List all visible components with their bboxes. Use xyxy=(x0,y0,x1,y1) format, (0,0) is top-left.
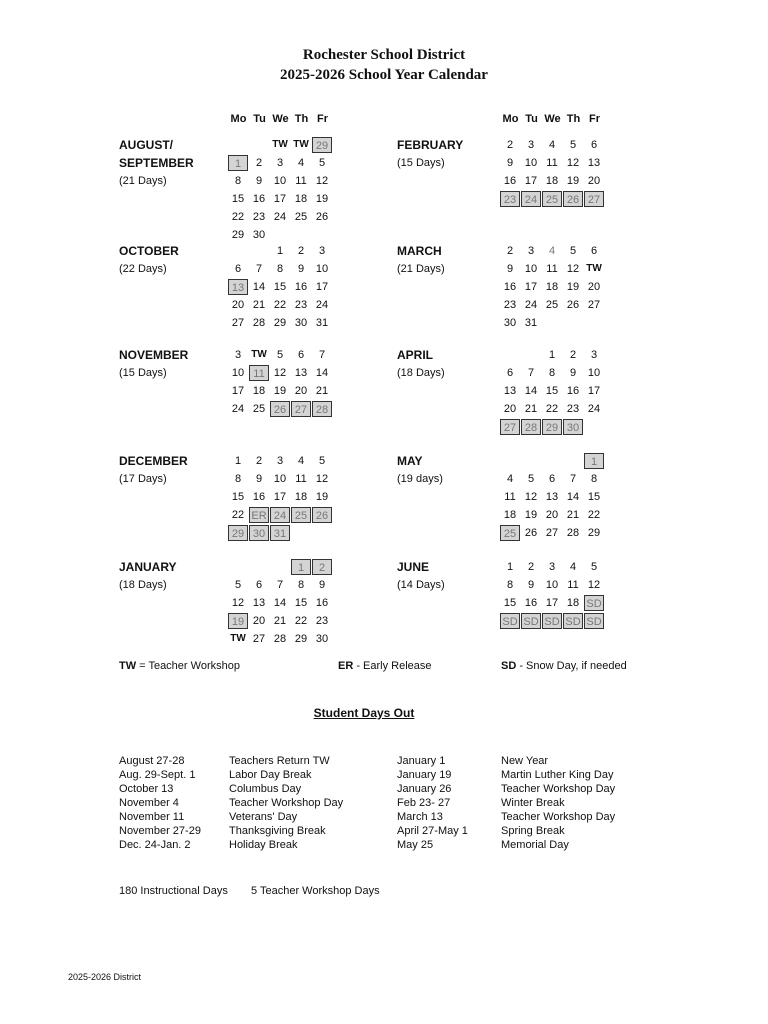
calendar-day: SD xyxy=(521,613,541,629)
calendar-day: 5 xyxy=(569,139,577,151)
calendar-day: 2 xyxy=(506,245,514,257)
calendar-day: 21 xyxy=(566,509,580,521)
calendar-day: 31 xyxy=(270,525,290,541)
calendar-day: 24 xyxy=(231,403,245,415)
calendar-day: 15 xyxy=(587,491,601,503)
calendar-day: 6 xyxy=(590,139,598,151)
month-days-count: (19 days) xyxy=(397,473,443,485)
calendar-day: 6 xyxy=(297,349,305,361)
calendar-day: ER xyxy=(249,507,269,523)
calendar-day: 10 xyxy=(273,473,287,485)
calendar-day: 12 xyxy=(566,263,580,275)
calendar-day: 30 xyxy=(294,317,308,329)
calendar-day: 22 xyxy=(294,615,308,627)
calendar-day: 21 xyxy=(315,385,329,397)
calendar-day: 9 xyxy=(527,579,535,591)
calendar-day: 9 xyxy=(297,263,305,275)
calendar-day: 2 xyxy=(569,349,577,361)
days-out-event: Labor Day Break xyxy=(229,769,312,781)
calendar-day: 14 xyxy=(524,385,538,397)
calendar-day: 20 xyxy=(252,615,266,627)
calendar-day: 23 xyxy=(315,615,329,627)
calendar-day: 16 xyxy=(503,281,517,293)
calendar-day: 1 xyxy=(291,559,311,575)
weekday-we: We xyxy=(544,113,561,125)
calendar-day: 12 xyxy=(315,175,329,187)
calendar-day: 11 xyxy=(546,157,558,169)
calendar-day: 25 xyxy=(252,403,266,415)
calendar-day: 29 xyxy=(542,419,562,435)
calendar-day: 9 xyxy=(569,367,577,379)
legend-teacher-workshop: TW = Teacher Workshop xyxy=(119,660,240,672)
calendar-day: 28 xyxy=(521,419,541,435)
calendar-day: 8 xyxy=(276,263,284,275)
calendar-day: 13 xyxy=(294,367,308,379)
calendar-day: 28 xyxy=(312,401,332,417)
calendar-day: 5 xyxy=(276,349,284,361)
calendar-day: 15 xyxy=(503,597,517,609)
calendar-day: 18 xyxy=(545,175,559,187)
calendar-day: 14 xyxy=(315,367,329,379)
month-days-count: (17 Days) xyxy=(119,473,167,485)
calendar-day: 1 xyxy=(234,455,242,467)
calendar-day: 10 xyxy=(231,367,245,379)
calendar-day: 25 xyxy=(291,507,311,523)
calendar-day: 10 xyxy=(545,579,559,591)
days-out-event: Thanksgiving Break xyxy=(229,825,326,837)
month-name: AUGUST/ xyxy=(119,138,173,152)
calendar-day: 12 xyxy=(566,157,580,169)
weekday-fr: Fr xyxy=(317,113,328,125)
calendar-day: 26 xyxy=(270,401,290,417)
calendar-day: 7 xyxy=(318,349,326,361)
calendar-day: 11 xyxy=(249,365,269,381)
calendar-day: 8 xyxy=(297,579,305,591)
calendar-day: 15 xyxy=(231,193,245,205)
calendar-day: 26 xyxy=(566,299,580,311)
calendar-day: 5 xyxy=(234,579,242,591)
days-out-date: January 26 xyxy=(397,783,452,795)
calendar-day: 16 xyxy=(566,385,580,397)
days-out-event: Teachers Return TW xyxy=(229,755,330,767)
instructional-days-count: 180 Instructional Days xyxy=(119,885,228,897)
month-days-count: (15 Days) xyxy=(119,367,167,379)
calendar-day: 4 xyxy=(506,473,514,485)
calendar-day: 18 xyxy=(566,597,580,609)
calendar-day: 5 xyxy=(318,157,326,169)
calendar-title-year: 2025-2026 School Year Calendar xyxy=(280,67,488,83)
calendar-day: 25 xyxy=(545,299,559,311)
calendar-day: 20 xyxy=(587,281,601,293)
calendar-day: 12 xyxy=(231,597,245,609)
calendar-day: 6 xyxy=(234,263,242,275)
calendar-day: SD xyxy=(584,595,604,611)
calendar-day: SD xyxy=(584,613,604,629)
calendar-day: 10 xyxy=(273,175,287,187)
days-out-event: Spring Break xyxy=(501,825,565,837)
calendar-day: 6 xyxy=(590,245,598,257)
calendar-day: 27 xyxy=(252,633,266,645)
calendar-day: 27 xyxy=(231,317,245,329)
calendar-day: 31 xyxy=(524,317,538,329)
calendar-day: 29 xyxy=(587,527,601,539)
calendar-day: 9 xyxy=(318,579,326,591)
days-out-date: Feb 23- 27 xyxy=(397,797,451,809)
calendar-day: 24 xyxy=(270,507,290,523)
days-out-date: August 27-28 xyxy=(119,755,185,767)
calendar-day: 7 xyxy=(255,263,263,275)
calendar-day: 6 xyxy=(506,367,514,379)
calendar-day: SD xyxy=(563,613,583,629)
calendar-day: 20 xyxy=(231,299,245,311)
month-name: APRIL xyxy=(397,348,433,362)
calendar-day: 13 xyxy=(587,157,601,169)
calendar-day: 21 xyxy=(252,299,266,311)
calendar-day: 17 xyxy=(524,175,538,187)
calendar-day: 26 xyxy=(312,507,332,523)
calendar-day: 20 xyxy=(503,403,517,415)
calendar-day: 17 xyxy=(273,491,287,503)
calendar-day: 24 xyxy=(524,299,538,311)
calendar-day: 10 xyxy=(315,263,329,275)
calendar-day: 19 xyxy=(566,281,580,293)
calendar-day: 29 xyxy=(228,525,248,541)
weekday-th: Th xyxy=(566,113,581,125)
days-out-date: November 11 xyxy=(119,811,185,823)
calendar-day: 26 xyxy=(563,191,583,207)
month-name: FEBRUARY xyxy=(397,138,464,152)
calendar-day: 20 xyxy=(587,175,601,187)
calendar-day: 11 xyxy=(295,473,307,485)
calendar-day: 3 xyxy=(527,245,535,257)
calendar-day: 16 xyxy=(294,281,308,293)
calendar-day: 2 xyxy=(527,561,535,573)
calendar-day: 29 xyxy=(231,229,245,241)
calendar-day: 17 xyxy=(273,193,287,205)
calendar-day: TW xyxy=(251,349,267,360)
calendar-day: 13 xyxy=(503,385,517,397)
month-days-count: (18 Days) xyxy=(119,579,167,591)
month-days-count: (21 Days) xyxy=(119,175,167,187)
calendar-day: 16 xyxy=(315,597,329,609)
calendar-day: 21 xyxy=(524,403,538,415)
calendar-day: 3 xyxy=(276,157,284,169)
days-out-date: January 19 xyxy=(397,769,452,781)
calendar-day: 11 xyxy=(546,263,558,275)
calendar-day: 28 xyxy=(273,633,287,645)
calendar-day: 1 xyxy=(548,349,556,361)
calendar-day: 29 xyxy=(273,317,287,329)
calendar-day: 2 xyxy=(255,455,263,467)
calendar-day: 29 xyxy=(312,137,332,153)
days-out-event: Winter Break xyxy=(501,797,565,809)
calendar-day: 23 xyxy=(252,211,266,223)
days-out-date: November 4 xyxy=(119,797,179,809)
calendar-day: 14 xyxy=(252,281,266,293)
calendar-day: 27 xyxy=(500,419,520,435)
calendar-day: 17 xyxy=(545,597,559,609)
calendar-day: 19 xyxy=(566,175,580,187)
calendar-day: 27 xyxy=(545,527,559,539)
calendar-day: 9 xyxy=(255,473,263,485)
days-out-event: Holiday Break xyxy=(229,839,298,851)
weekday-mo: Mo xyxy=(502,113,519,125)
calendar-day: 12 xyxy=(273,367,287,379)
days-out-date: Dec. 24-Jan. 2 xyxy=(119,839,191,851)
calendar-day: 27 xyxy=(291,401,311,417)
calendar-day: 15 xyxy=(545,385,559,397)
calendar-day: 18 xyxy=(294,491,308,503)
calendar-day: 22 xyxy=(587,509,601,521)
calendar-day: 18 xyxy=(294,193,308,205)
calendar-day: 9 xyxy=(506,263,514,275)
calendar-day: 16 xyxy=(252,491,266,503)
days-out-event: Veterans' Day xyxy=(229,811,298,823)
calendar-day: 9 xyxy=(255,175,263,187)
calendar-day: 18 xyxy=(252,385,266,397)
calendar-day: 5 xyxy=(590,561,598,573)
calendar-day: 10 xyxy=(524,263,538,275)
days-out-event: New Year xyxy=(501,755,549,767)
calendar-day: 11 xyxy=(504,491,516,503)
calendar-day: 5 xyxy=(527,473,535,485)
student-days-out-title: Student Days Out xyxy=(313,706,415,720)
month-days-count: (14 Days) xyxy=(397,579,445,591)
calendar-day: 4 xyxy=(548,245,556,257)
calendar-day: 3 xyxy=(276,455,284,467)
days-out-date: May 25 xyxy=(397,839,434,851)
calendar-day: 12 xyxy=(587,579,601,591)
calendar-day: 3 xyxy=(234,349,242,361)
calendar-day: 5 xyxy=(318,455,326,467)
calendar-day: 8 xyxy=(548,367,556,379)
calendar-day: 15 xyxy=(294,597,308,609)
days-out-right-dates xyxy=(397,754,468,852)
days-out-event: Columbus Day xyxy=(229,783,302,795)
calendar-day: 8 xyxy=(590,473,598,485)
calendar-day: 24 xyxy=(273,211,287,223)
calendar-day: 17 xyxy=(587,385,601,397)
calendar-day: 13 xyxy=(252,597,266,609)
calendar-day: 15 xyxy=(231,491,245,503)
days-out-left-events xyxy=(229,754,343,852)
days-out-date: April 27-May 1 xyxy=(397,825,468,837)
calendar-day: TW xyxy=(230,633,246,644)
days-out-left-dates xyxy=(119,754,201,852)
weekday-tu: Tu xyxy=(253,113,266,125)
calendar-day: 19 xyxy=(315,491,329,503)
days-out-event: Martin Luther King Day xyxy=(501,769,614,781)
calendar-day: 28 xyxy=(566,527,580,539)
weekday-header-right xyxy=(500,113,605,125)
calendar-day: 3 xyxy=(548,561,556,573)
month-name: MARCH xyxy=(397,244,442,258)
calendar-day: 4 xyxy=(297,455,305,467)
calendar-day: 11 xyxy=(567,579,579,591)
days-out-event: Memorial Day xyxy=(501,839,569,851)
days-out-right-events xyxy=(501,754,615,852)
calendar-day: 31 xyxy=(315,317,329,329)
days-out-event: Teacher Workshop Day xyxy=(501,811,616,823)
calendar-day: 17 xyxy=(231,385,245,397)
calendar-day: 3 xyxy=(318,245,326,257)
calendar-day: 17 xyxy=(524,281,538,293)
month-name: JUNE xyxy=(397,560,430,574)
calendar-day: 16 xyxy=(252,193,266,205)
calendar-day: 19 xyxy=(315,193,329,205)
calendar-day: 1 xyxy=(506,561,514,573)
calendar-day: 20 xyxy=(294,385,308,397)
calendar-day: 30 xyxy=(249,525,269,541)
month-days-count: (15 Days) xyxy=(397,157,445,169)
calendar-day: 7 xyxy=(569,473,577,485)
calendar-day: 30 xyxy=(252,229,266,241)
days-out-date: Aug. 29-Sept. 1 xyxy=(119,769,196,781)
calendar-day: 22 xyxy=(545,403,559,415)
calendar-day: 20 xyxy=(545,509,559,521)
calendar-day: 19 xyxy=(273,385,287,397)
days-out-event: Teacher Workshop Day xyxy=(229,797,344,809)
month-name: MAY xyxy=(397,454,423,468)
calendar-day: 10 xyxy=(587,367,601,379)
calendar-day: 21 xyxy=(273,615,287,627)
calendar-day: 18 xyxy=(545,281,559,293)
calendar-day: 1 xyxy=(276,245,284,257)
weekday-mo: Mo xyxy=(230,113,247,125)
calendar-title-district: Rochester School District xyxy=(302,47,466,63)
calendar-day: 24 xyxy=(315,299,329,311)
calendar-day: 11 xyxy=(295,175,307,187)
legend-snow-day: SD - Snow Day, if needed xyxy=(501,660,627,672)
calendar-day: 17 xyxy=(315,281,329,293)
days-out-date: March 13 xyxy=(397,811,443,823)
calendar-day: 28 xyxy=(252,317,266,329)
calendar-day: TW xyxy=(293,139,309,150)
calendar-day: 27 xyxy=(587,299,601,311)
month-days-count: (18 Days) xyxy=(397,367,445,379)
days-out-date: January 1 xyxy=(397,755,446,767)
calendar-day: 4 xyxy=(297,157,305,169)
calendar-day: 4 xyxy=(569,561,577,573)
calendar-day: 2 xyxy=(255,157,263,169)
month-name: OCTOBER xyxy=(119,244,179,258)
calendar-day: 14 xyxy=(273,597,287,609)
month-name: NOVEMBER xyxy=(119,348,189,362)
calendar-day: 25 xyxy=(294,211,308,223)
calendar-day: 16 xyxy=(524,597,538,609)
calendar-day: 7 xyxy=(527,367,535,379)
calendar-day: 10 xyxy=(524,157,538,169)
calendar-day: 25 xyxy=(542,191,562,207)
calendar-day: 9 xyxy=(506,157,514,169)
calendar-day: 30 xyxy=(503,317,517,329)
calendar-day: 7 xyxy=(276,579,284,591)
calendar-day: 30 xyxy=(315,633,329,645)
calendar-day: 18 xyxy=(503,509,517,521)
teacher-workshop-days-count: 5 Teacher Workshop Days xyxy=(251,885,380,897)
calendar-day: 1 xyxy=(228,155,248,171)
calendar-day: 16 xyxy=(503,175,517,187)
calendar-day: 14 xyxy=(566,491,580,503)
calendar-day: 24 xyxy=(587,403,601,415)
calendar-day: 27 xyxy=(584,191,604,207)
calendar-day: 13 xyxy=(545,491,559,503)
month-name: DECEMBER xyxy=(119,454,188,468)
calendar-day: 22 xyxy=(231,211,245,223)
calendar-day: TW xyxy=(272,139,288,150)
days-out-event: Teacher Workshop Day xyxy=(501,783,616,795)
calendar-day: 4 xyxy=(548,139,556,151)
legend-early-release: ER - Early Release xyxy=(338,660,432,672)
calendar-day: 26 xyxy=(524,527,538,539)
calendar-day: 3 xyxy=(527,139,535,151)
month-days-count: (22 Days) xyxy=(119,263,167,275)
calendar-day: 22 xyxy=(273,299,287,311)
days-out-date: October 13 xyxy=(119,783,174,795)
calendar-day: 3 xyxy=(590,349,598,361)
calendar-day: 12 xyxy=(315,473,329,485)
weekday-th: Th xyxy=(294,113,309,125)
calendar-day: SD xyxy=(542,613,562,629)
calendar-day: 15 xyxy=(273,281,287,293)
calendar-day: TW xyxy=(586,263,602,274)
footer-district: 2025-2026 District xyxy=(68,972,142,982)
weekday-tu: Tu xyxy=(525,113,538,125)
calendar-day: 2 xyxy=(312,559,332,575)
calendar-day: 26 xyxy=(315,211,329,223)
calendar-day: 19 xyxy=(524,509,538,521)
weekday-header-left xyxy=(228,113,333,125)
calendar-day: 23 xyxy=(566,403,580,415)
calendar-day: 19 xyxy=(228,613,248,629)
calendar-day: 13 xyxy=(228,279,248,295)
month-name: JANUARY xyxy=(119,560,177,574)
calendar-day: 30 xyxy=(563,419,583,435)
calendar-day: 2 xyxy=(506,139,514,151)
calendar-day: 23 xyxy=(500,191,520,207)
calendar-day: 6 xyxy=(255,579,263,591)
calendar-day: 25 xyxy=(500,525,520,541)
calendar-day: 23 xyxy=(503,299,517,311)
calendar-day: 8 xyxy=(234,175,242,187)
calendar-day: 8 xyxy=(506,579,514,591)
calendar-day: SD xyxy=(500,613,520,629)
calendar-day: 5 xyxy=(569,245,577,257)
month-days-count: (21 Days) xyxy=(397,263,445,275)
weekday-fr: Fr xyxy=(589,113,600,125)
calendar-day: 24 xyxy=(521,191,541,207)
calendar-day: 6 xyxy=(548,473,556,485)
calendar-day: 12 xyxy=(524,491,538,503)
days-out-date: November 27-29 xyxy=(119,825,201,837)
month-name-continued: SEPTEMBER xyxy=(119,156,194,170)
weekday-we: We xyxy=(272,113,289,125)
calendar-day: 23 xyxy=(294,299,308,311)
calendar-day: 22 xyxy=(231,509,245,521)
calendar-day: 8 xyxy=(234,473,242,485)
calendar-day: 1 xyxy=(584,453,604,469)
calendar-day: 29 xyxy=(294,633,308,645)
calendar-day: 2 xyxy=(297,245,305,257)
